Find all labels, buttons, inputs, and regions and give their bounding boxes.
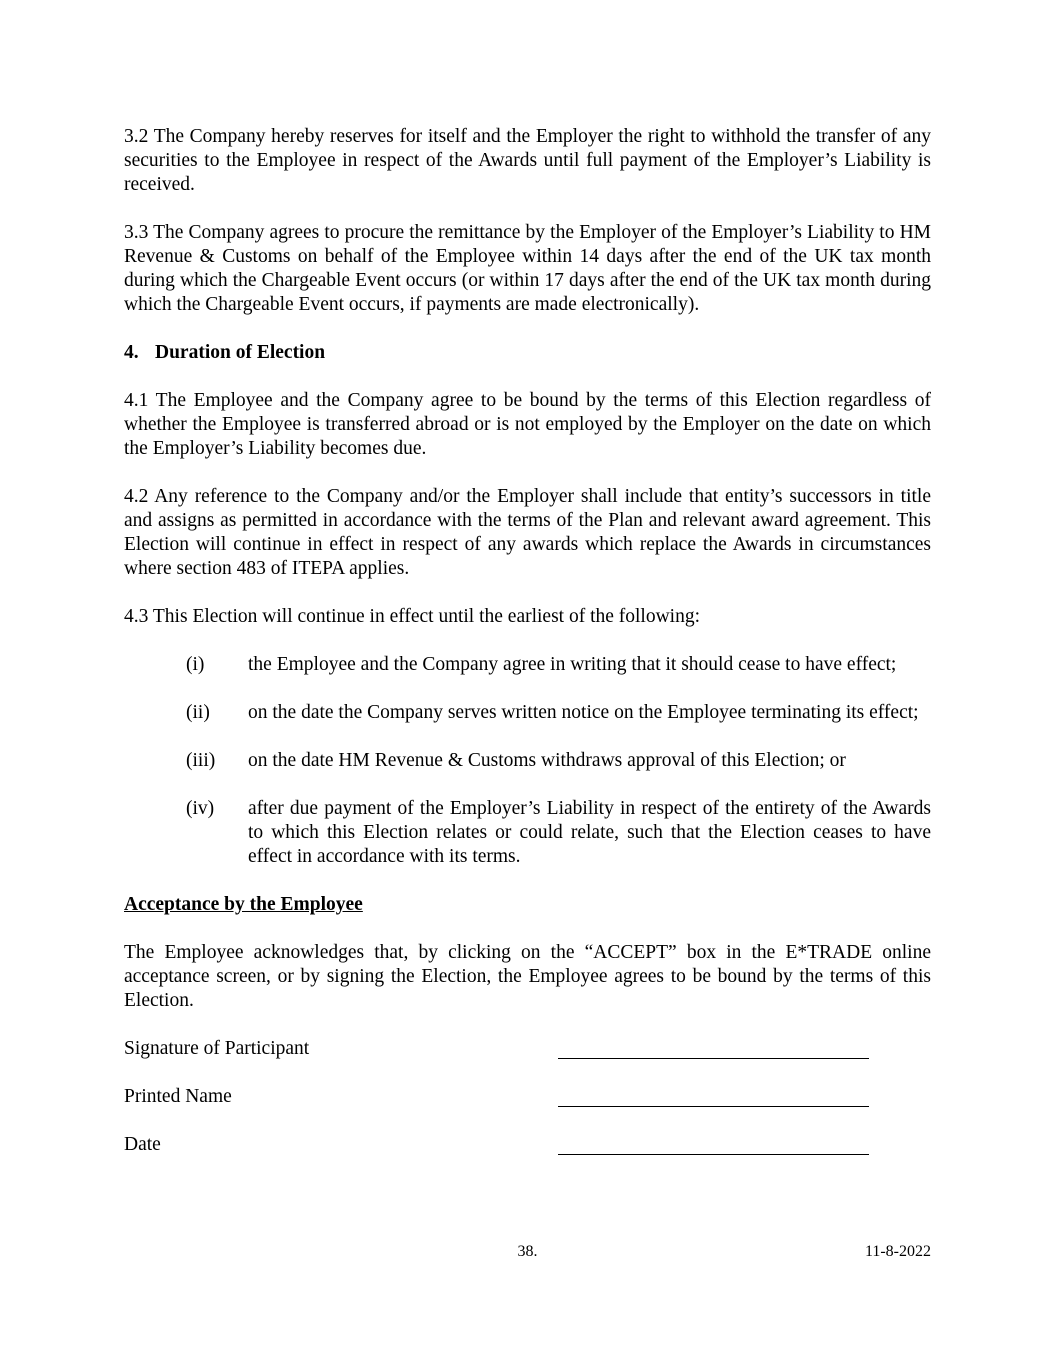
list-item-iii	[124, 749, 931, 773]
printed-name-label: Printed Name	[124, 1086, 232, 1107]
paragraph-4-2: 4.2 Any reference to the Company and/or the Employer shall include that entity’s successors in title and assigns as permitted in accordance with the terms of the Plan and relevant award agreement. This Election will continue in effect in respect of any awards which replace the Awards in circumstances where section 483 of ITEPA applies.	[124, 486, 931, 579]
list-item-iv	[124, 797, 931, 869]
printed-name-line[interactable]	[558, 1106, 869, 1107]
list-marker: (iv)	[186, 798, 215, 819]
date-row	[124, 1133, 931, 1157]
section-4-heading	[124, 341, 931, 365]
list-marker: (i)	[186, 654, 205, 675]
list-item-ii	[124, 701, 931, 725]
list-marker: (iii)	[186, 750, 216, 771]
section-4-number: 4.	[124, 342, 139, 363]
date-label: Date	[124, 1134, 161, 1155]
list-item-text: on the date the Company serves written notice on the Employee terminating its effect;	[248, 702, 919, 723]
list-item-i	[124, 653, 931, 677]
list-marker: (ii)	[186, 702, 210, 723]
date-line[interactable]	[558, 1154, 869, 1155]
paragraph-3-2: 3.2 The Company hereby reserves for itself and the Employer the right to withhold the transfer of any securities to the Employee in respect of the Awards until full payment of the Employer’s Liability is received.	[124, 126, 931, 195]
footer-date: 11-8-2022	[864, 1243, 931, 1260]
acceptance-heading: Acceptance by the Employee	[124, 894, 363, 915]
list-item-text: after due payment of the Employer’s Liability in respect of the entirety of the Awards to which this Election relates or could relate, such that the Election ceases to have effect in accordance with its terms.	[248, 798, 931, 867]
paragraph-4-1: 4.1 The Employee and the Company agree to be bound by the terms of this Election regardless of whether the Employee is transferred abroad or is not employed by the Employer on the date on which the Employer’s Liability becomes due.	[124, 390, 931, 459]
list-item-text: on the date HM Revenue & Customs withdraws approval of this Election; or	[248, 750, 846, 771]
section-4-title: Duration of Election	[155, 342, 326, 363]
signature-label: Signature of Participant	[124, 1038, 310, 1059]
signature-line[interactable]	[558, 1058, 869, 1059]
list-item-text: the Employee and the Company agree in writing that it should cease to have effect;	[248, 654, 897, 675]
printed-name-row	[124, 1085, 931, 1109]
paragraph-3-3: 3.3 The Company agrees to procure the remittance by the Employer of the Employer’s Liability to HM Revenue & Customs on behalf of the Employee within 14 days after the end of the UK tax month during which the Chargeable Event occurs (or within 17 days after the end of the UK tax month during which the Chargeable Event occurs, if payments are made electronically).	[124, 222, 931, 315]
paragraph-4-3: 4.3 This Election will continue in effect until the earliest of the following:	[124, 606, 701, 627]
page-number: 38.	[517, 1243, 538, 1260]
document-page	[124, 125, 931, 1181]
acceptance-paragraph: The Employee acknowledges that, by clicking on the “ACCEPT” box in the E*TRADE online acceptance screen, or by signing the Election, the Employee agrees to be bound by the terms of this Election.	[124, 942, 931, 1011]
signature-row	[124, 1037, 931, 1061]
